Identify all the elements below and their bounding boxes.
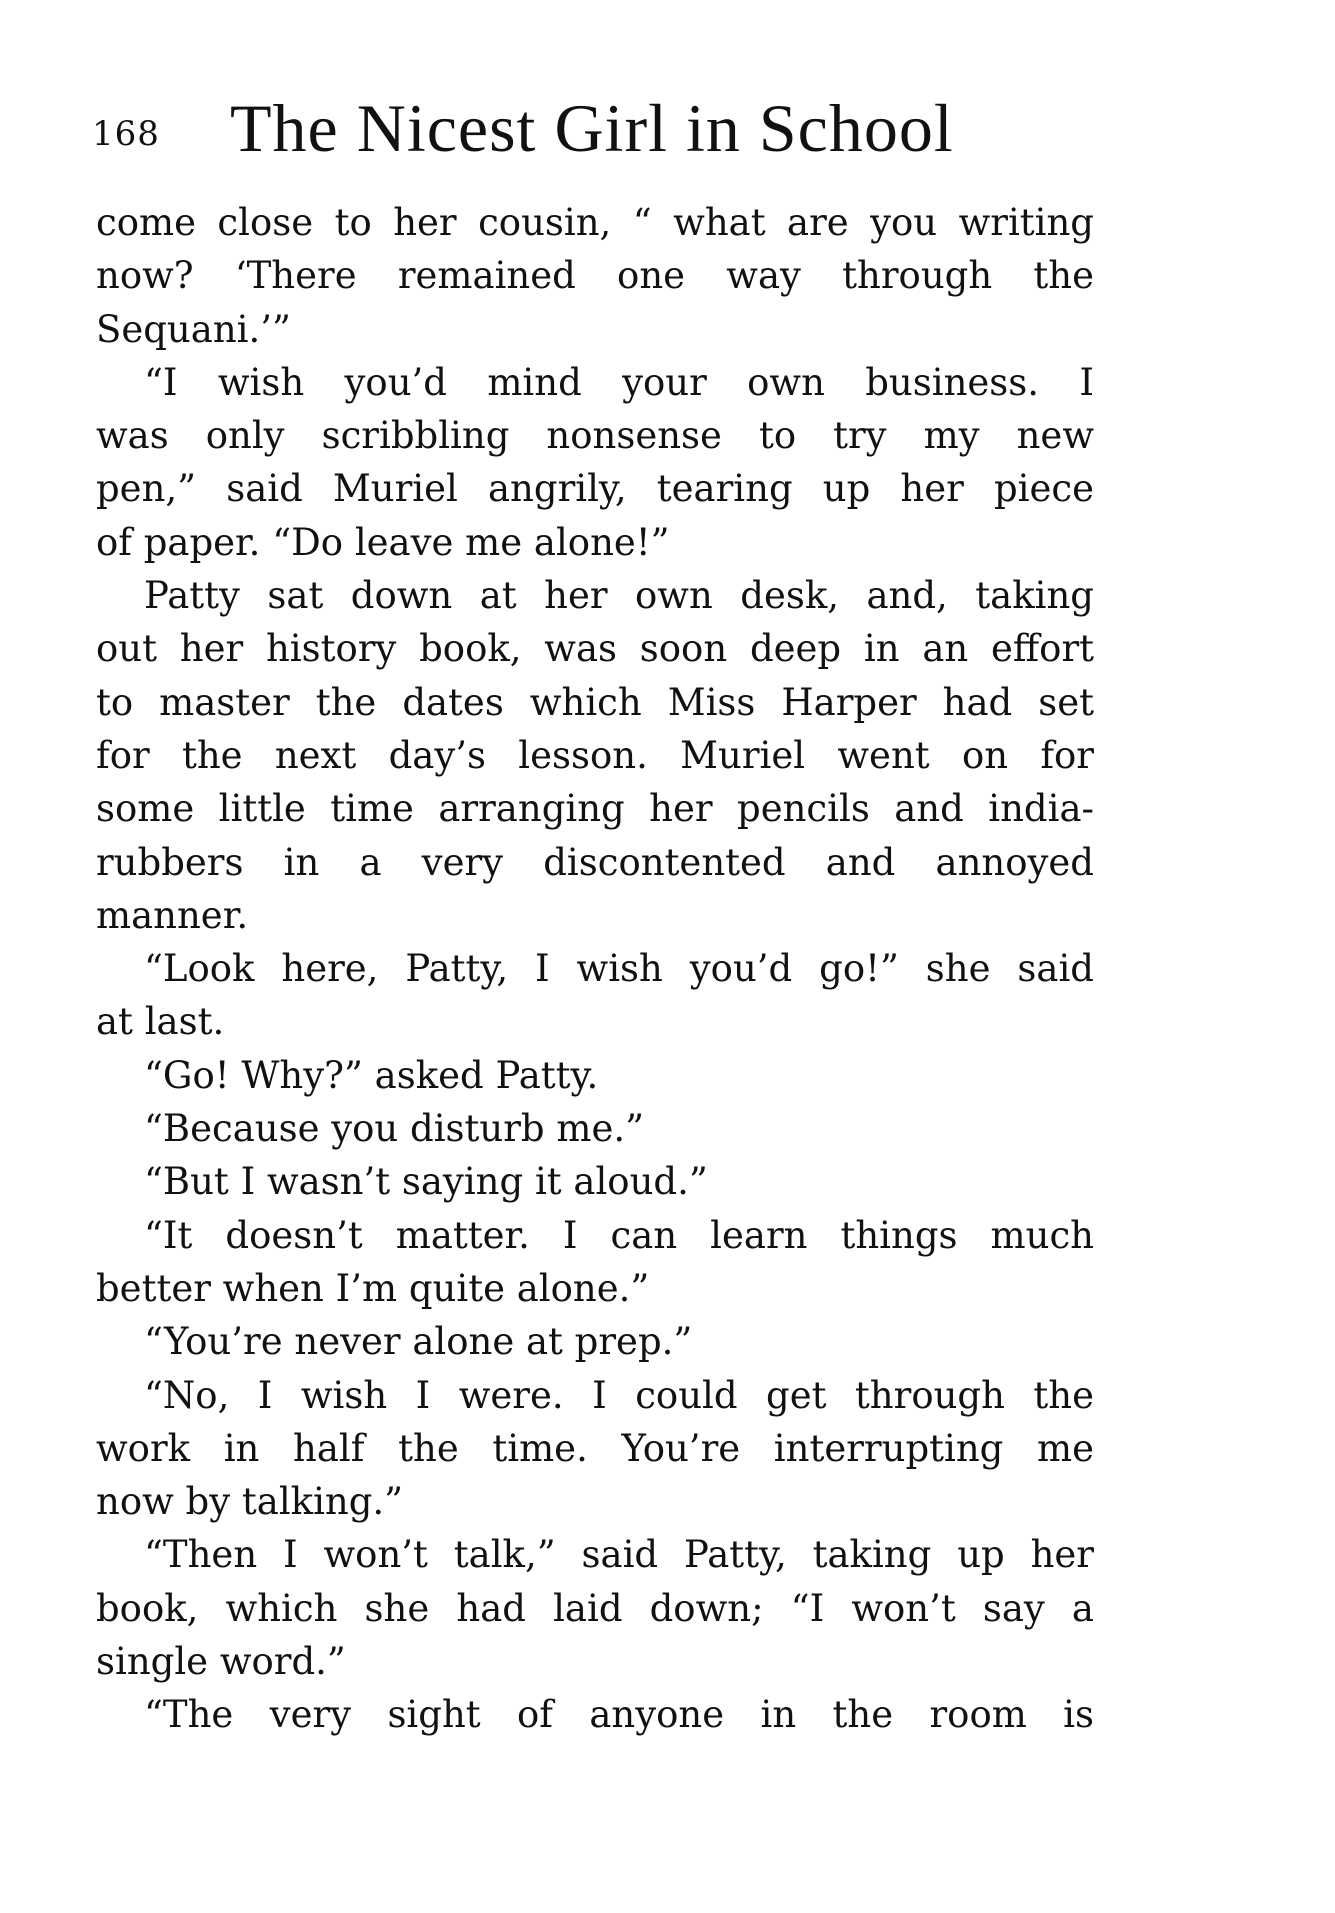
text-line: “I wish you’d mind your own business. I	[144, 360, 1094, 404]
text-line: “Look here, Patty, I wish you’d go!” she said	[144, 947, 1094, 991]
text-line: “You’re never alone at prep.”	[144, 1320, 693, 1364]
text-line: single word.”	[96, 1640, 346, 1684]
text-line: for the next day’s lesson. Muriel went on for	[96, 733, 1094, 777]
text-line: come close to her cousin, “ what are you writing	[96, 201, 1094, 244]
text-line: some little time arranging her pencils and india-	[96, 787, 1094, 831]
text-line: Sequani.’”	[96, 307, 291, 351]
text-line: work in half the time. You’re interrupting me	[96, 1426, 1094, 1470]
running-title: The Nicest Girl in School	[230, 90, 954, 166]
body-text	[96, 196, 1094, 1742]
text-line: book, which she had laid down; “I won’t say a	[96, 1586, 1094, 1630]
text-line: at last.	[96, 1000, 225, 1044]
page-header	[92, 88, 1102, 168]
text-line: “The very sight of anyone in the room is	[144, 1693, 1094, 1737]
text-line: “No, I wish I were. I could get through the	[144, 1373, 1094, 1417]
text-line: of paper. “Do leave me alone!”	[96, 520, 670, 564]
text-line: manner.	[96, 893, 249, 937]
text-line: “Go! Why?” asked Patty.	[144, 1053, 599, 1097]
text-line: “But I wasn’t saying it aloud.”	[144, 1160, 708, 1204]
text-line: rubbers in a very discontented and annoyed	[96, 840, 1094, 884]
text-line: “It doesn’t matter. I can learn things much	[144, 1213, 1094, 1257]
text-line: better when I’m quite alone.”	[96, 1266, 650, 1310]
text-line: Patty sat down at her own desk, and, taking	[144, 574, 1094, 618]
text-line: “Then I won’t talk,” said Patty, taking up her	[144, 1533, 1094, 1577]
text-line: now? ‘There remained one way through the	[96, 254, 1094, 298]
text-line: to master the dates which Miss Harper had set	[96, 680, 1094, 724]
text-line: “Because you disturb me.”	[144, 1107, 645, 1151]
text-line: out her history book, was soon deep in an effort	[96, 627, 1094, 671]
text-line: now by talking.”	[96, 1480, 404, 1524]
text-line: was only scribbling nonsense to try my new	[96, 414, 1094, 458]
text-line: pen,” said Muriel angrily, tearing up her piece	[96, 467, 1094, 511]
page-number: 168	[92, 114, 160, 154]
